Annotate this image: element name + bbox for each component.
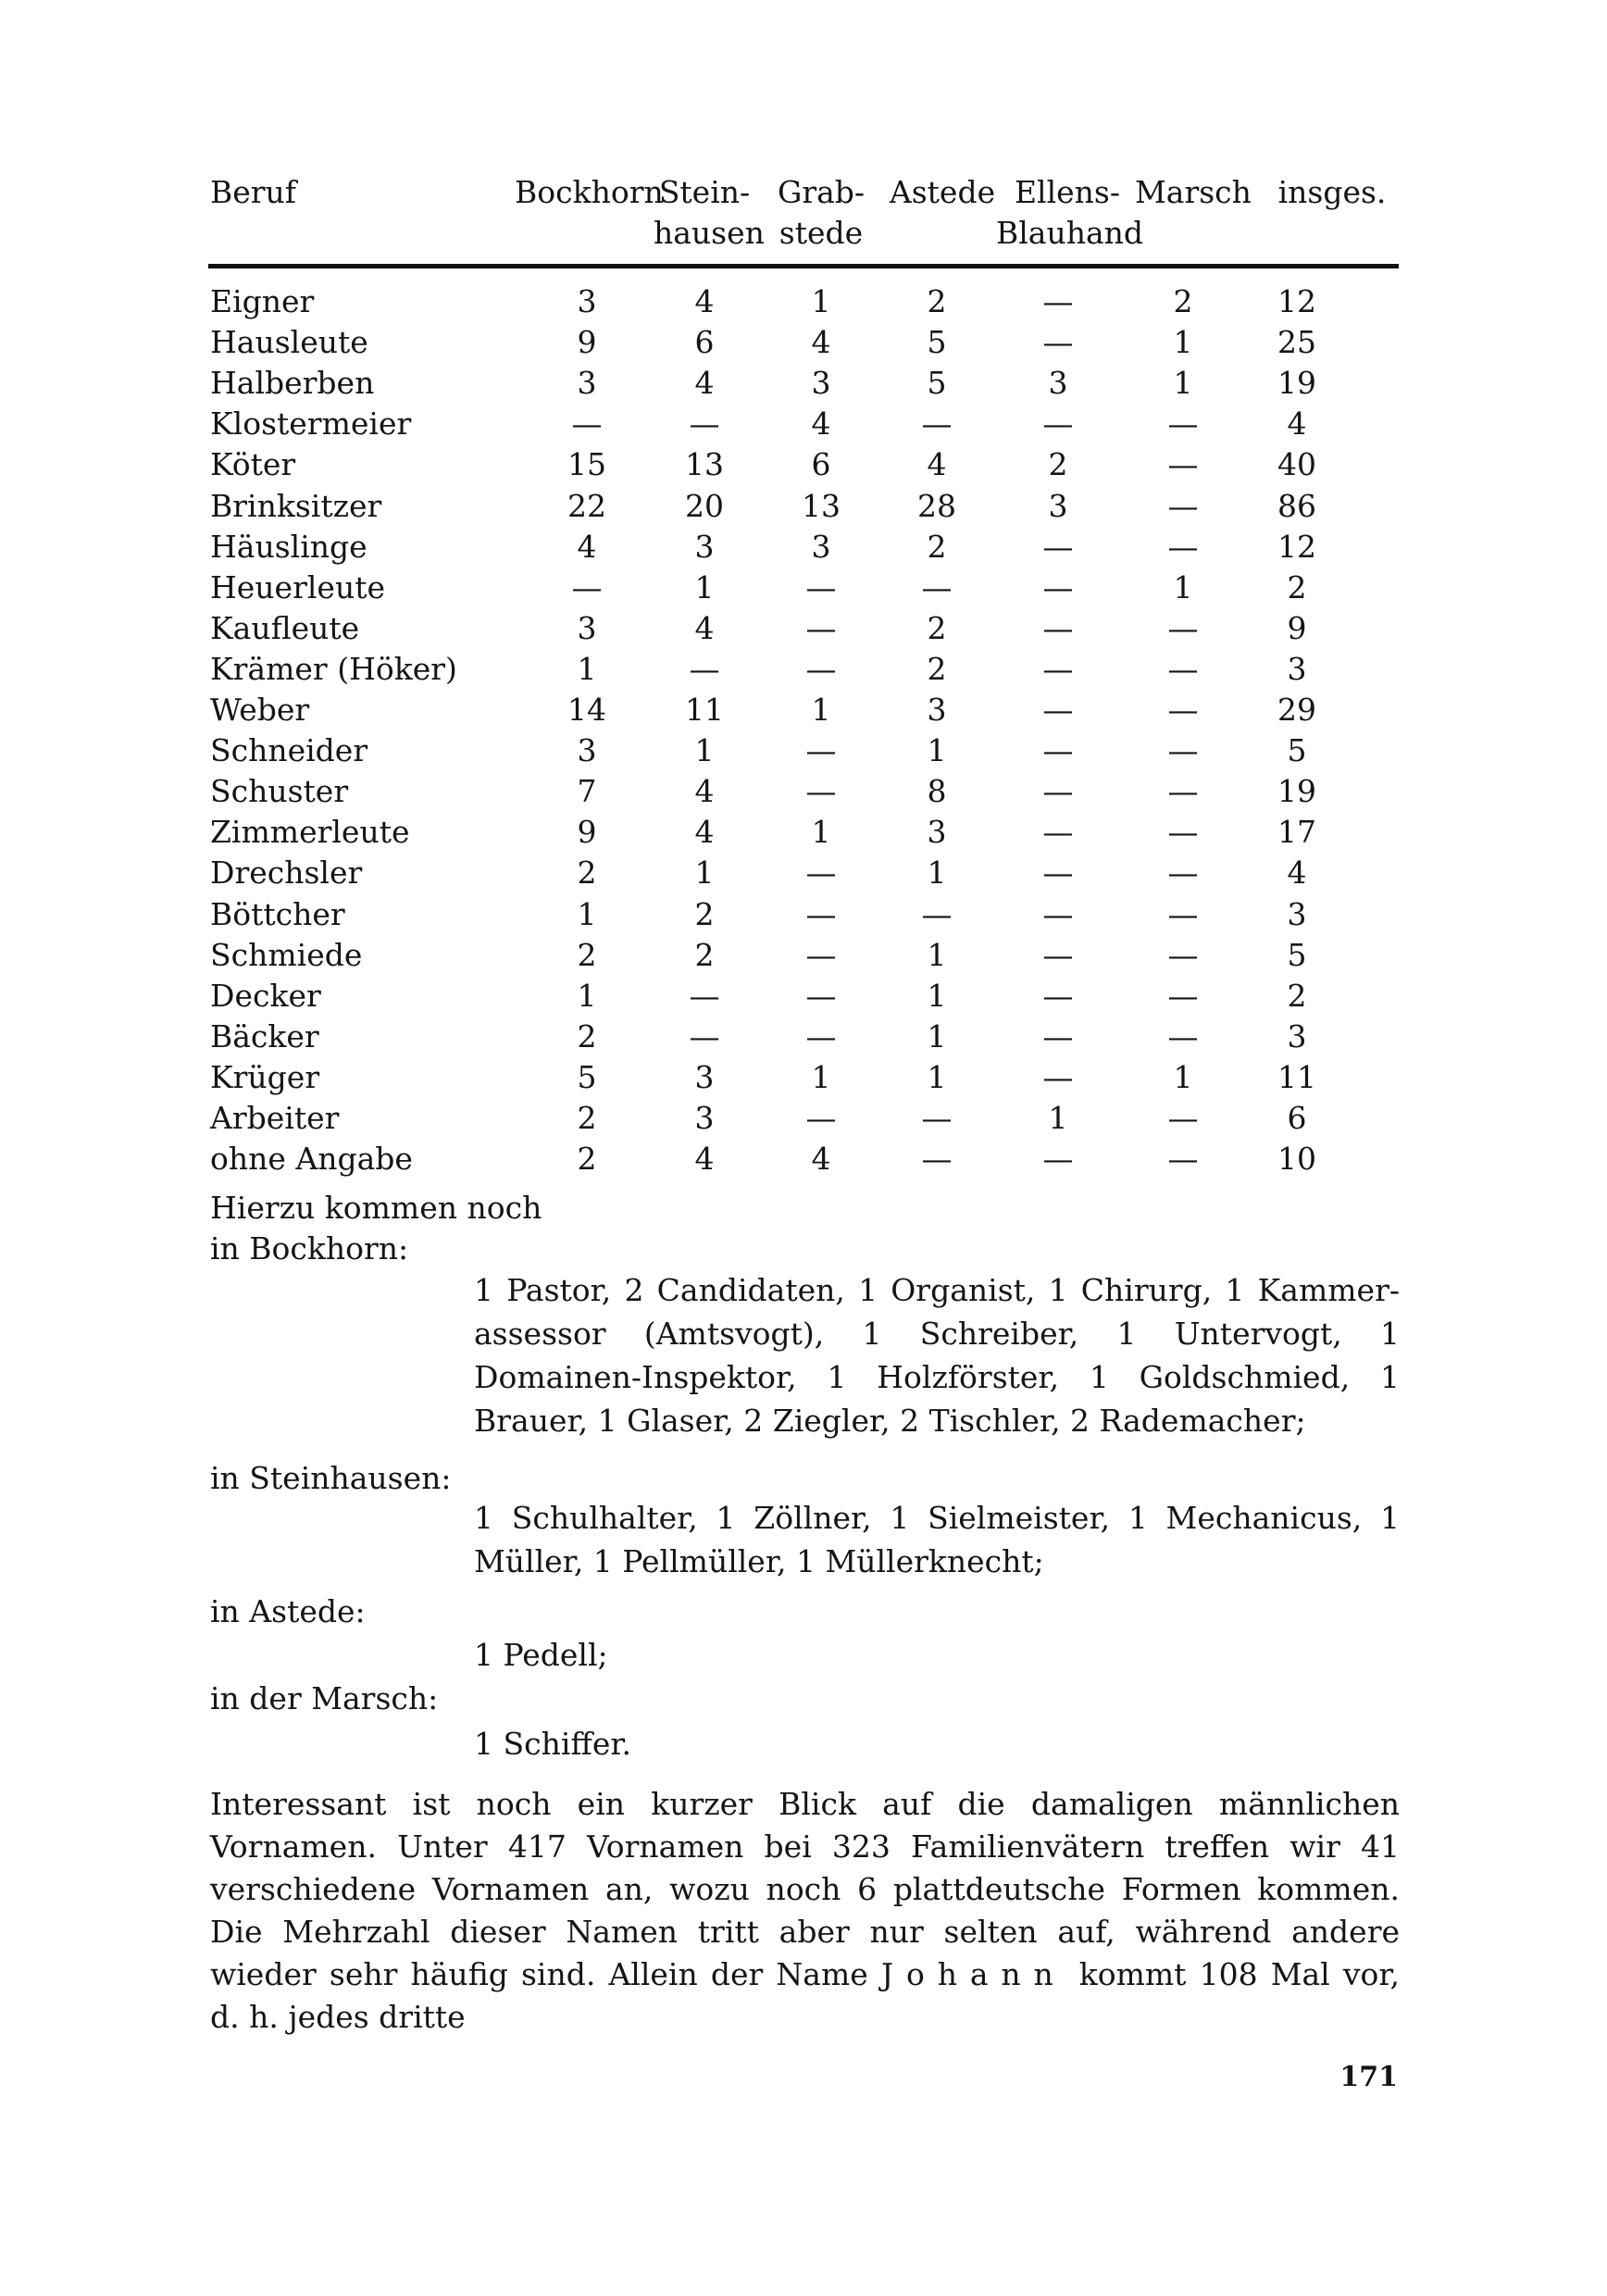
table-cell: 4: [811, 1141, 831, 1178]
table-cell: —: [1167, 773, 1199, 810]
table-cell: 2: [927, 283, 947, 319]
table-row: [0, 935, 1607, 976]
row-label: Klostermeier: [210, 406, 412, 443]
table-cell: —: [1167, 1100, 1199, 1136]
table-cell: 2: [1173, 283, 1193, 319]
table-cell: 12: [1277, 283, 1316, 319]
table-cell: —: [1042, 936, 1074, 973]
table-cell: 9: [577, 814, 597, 851]
table-cell: —: [805, 568, 837, 605]
header-steinhausen: Stein- hausen: [654, 174, 765, 251]
table-cell: —: [805, 977, 837, 1014]
row-label: Häuslinge: [210, 528, 367, 565]
table-cell: 3: [1287, 1017, 1307, 1054]
table-cell: 2: [927, 609, 947, 646]
table-cell: —: [1042, 406, 1074, 443]
table-cell: 13: [802, 487, 841, 524]
table-cell: —: [805, 1100, 837, 1136]
table-cell: 29: [1277, 692, 1316, 728]
paragraph-text-part2: kommt 108 Mal vor, d. h. jedes dritte: [210, 1956, 1400, 2035]
table-cell: 9: [1287, 609, 1307, 646]
table-cell: 1: [577, 895, 597, 932]
table-cell: 5: [1287, 732, 1307, 769]
row-label: Schmiede: [210, 936, 363, 973]
table-cell: 11: [1277, 1058, 1316, 1095]
table-cell: 1: [577, 650, 597, 687]
table-row: [0, 608, 1607, 649]
table-cell: —: [1042, 1058, 1074, 1095]
table-row: [0, 976, 1607, 1017]
table-cell: —: [921, 1141, 953, 1178]
table-cell: —: [1042, 650, 1074, 687]
table-cell: 3: [694, 528, 715, 565]
table-row: [0, 486, 1607, 527]
table-cell: —: [1167, 609, 1199, 646]
header-rule: [208, 264, 1399, 268]
row-label: Halberben: [210, 365, 375, 402]
table-cell: —: [921, 568, 953, 605]
table-row: [0, 812, 1607, 853]
table-cell: —: [805, 732, 837, 769]
place-label-astede: in Astede:: [210, 1593, 366, 1629]
table-cell: —: [1042, 1141, 1074, 1178]
table-cell: —: [1042, 609, 1074, 646]
table-cell: 4: [694, 814, 715, 851]
table-cell: 3: [1048, 487, 1068, 524]
row-label: Schuster: [210, 773, 349, 810]
table-cell: 22: [567, 487, 606, 524]
row-label: Arbeiter: [210, 1100, 340, 1136]
table-cell: 3: [1287, 650, 1307, 687]
place-label-steinhausen: in Steinhausen:: [210, 1460, 452, 1496]
table-cell: 4: [1287, 855, 1307, 892]
table-cell: —: [689, 1017, 720, 1054]
table-cell: 4: [811, 324, 831, 361]
table-row: [0, 444, 1607, 485]
table-row: [0, 1098, 1607, 1139]
table-cell: —: [1042, 283, 1074, 319]
table-cell: 2: [577, 936, 597, 973]
table-cell: 3: [577, 283, 597, 319]
table-cell: —: [805, 650, 837, 687]
table-cell: 86: [1277, 487, 1316, 524]
table-cell: 3: [577, 732, 597, 769]
table-row: [0, 1017, 1607, 1057]
table-cell: 1: [927, 977, 947, 1014]
table-cell: 2: [577, 1100, 597, 1136]
table-row: [0, 1139, 1607, 1179]
table-cell: —: [689, 977, 720, 1014]
table-row: [0, 363, 1607, 404]
table-row: [0, 649, 1607, 690]
table-cell: 4: [927, 446, 947, 483]
table-cell: 4: [811, 406, 831, 443]
place-list-marsch: 1 Schiffer.: [474, 1726, 631, 1762]
row-label: Bäcker: [210, 1017, 319, 1054]
table-cell: 1: [927, 1058, 947, 1095]
row-label: Decker: [210, 977, 321, 1014]
table-cell: —: [1042, 1017, 1074, 1054]
table-cell: —: [1167, 895, 1199, 932]
table-cell: 1: [1173, 568, 1193, 605]
table-cell: 1: [811, 1058, 831, 1095]
row-label: Köter: [210, 446, 296, 483]
row-label: Drechsler: [210, 855, 363, 892]
table-cell: 2: [577, 1141, 597, 1178]
table-cell: 14: [567, 692, 606, 728]
place-list-bockhorn: 1 Pastor, 2 Candidaten, 1 Organist, 1 Chirurg, 1 Kammer-assessor (Amtsvogt), 1 Schreiber, 1 Untervogt, 1 Domainen-Inspektor, 1 Holzförster, 1 Goldschmied, 1 Brauer, 1 Glaser, 2 Ziegler, 2 Tischler, 2 Rademacher;: [474, 1272, 1400, 1439]
place-list-steinhausen: 1 Schulhalter, 1 Zöllner, 1 Sielmeister, 1 Mechanicus, 1 Müller, 1 Pellmüller, 1 Müllerknecht;: [474, 1500, 1400, 1579]
table-cell: —: [1042, 895, 1074, 932]
table-cell: —: [805, 773, 837, 810]
row-label: Brinksitzer: [210, 487, 382, 524]
row-label: Eigner: [210, 283, 315, 319]
header-bockhorn: Bockhorn: [515, 174, 664, 210]
table-cell: 2: [1287, 568, 1307, 605]
paragraph-text-part1: Interessant ist noch ein kurzer Blick auf die damaligen männlichen Vornamen. Unter 417 Vornamen bei 323 Familienvätern treffen wir 41 verschiedene Vornamen an, wozu noch 6 plattdeutsche Formen kommen. Die Mehrzahl dieser Namen tritt aber nur selten auf, während andere wieder sehr häufig sind. Allein der Name: [210, 1786, 1400, 1992]
table-cell: 1: [1173, 324, 1193, 361]
table-cell: —: [1167, 406, 1199, 443]
table-cell: 1: [694, 568, 715, 605]
row-label: Hausleute: [210, 324, 368, 361]
table-cell: —: [1042, 568, 1074, 605]
table-cell: 2: [927, 528, 947, 565]
table-cell: —: [1167, 1141, 1199, 1178]
table-cell: 2: [927, 650, 947, 687]
table-cell: —: [1167, 977, 1199, 1014]
table-cell: 7: [577, 773, 597, 810]
table-cell: 1: [577, 977, 597, 1014]
header-marsch: Marsch: [1135, 174, 1252, 210]
table-row: [0, 690, 1607, 730]
table-cell: 1: [811, 692, 831, 728]
table-cell: 3: [811, 528, 831, 565]
table-cell: —: [805, 936, 837, 973]
table-cell: —: [1167, 732, 1199, 769]
table-cell: —: [571, 406, 603, 443]
table-row: [0, 1057, 1607, 1098]
header-grabstede: Grab- stede: [777, 174, 866, 251]
table-cell: 3: [577, 609, 597, 646]
header-beruf: Beruf: [210, 174, 297, 210]
table-cell: 1: [811, 814, 831, 851]
table-row: [0, 322, 1607, 363]
row-label: Heuerleute: [210, 568, 385, 605]
row-label: Kaufleute: [210, 609, 360, 646]
table-cell: —: [689, 650, 720, 687]
table-cell: —: [1167, 650, 1199, 687]
table-cell: 2: [1287, 977, 1307, 1014]
row-label: Schneider: [210, 732, 368, 769]
header-insgesamt: insges.: [1277, 174, 1387, 210]
table-cell: 25: [1277, 324, 1316, 361]
table-cell: 10: [1277, 1141, 1316, 1178]
table-row: [0, 771, 1607, 812]
table-cell: —: [1167, 1017, 1199, 1054]
table-cell: 6: [1287, 1100, 1307, 1136]
table-cell: —: [1042, 814, 1074, 851]
table-cell: —: [1167, 936, 1199, 973]
table-cell: 4: [577, 528, 597, 565]
table-row: [0, 404, 1607, 444]
table-cell: 5: [1287, 936, 1307, 973]
table-cell: 19: [1277, 365, 1316, 402]
table-cell: 4: [694, 365, 715, 402]
header-ellens-blauhand: Ellens- Blauhand: [996, 174, 1144, 251]
table-cell: —: [805, 1017, 837, 1054]
table-cell: 17: [1277, 814, 1316, 851]
place-label-marsch: in der Marsch:: [210, 1680, 439, 1716]
table-cell: —: [1167, 855, 1199, 892]
table-cell: 2: [577, 855, 597, 892]
table-cell: 3: [927, 692, 947, 728]
table-cell: —: [805, 855, 837, 892]
row-label: Krüger: [210, 1058, 320, 1095]
table-cell: —: [921, 1100, 953, 1136]
place-list-astede: 1 Pedell;: [474, 1637, 608, 1673]
table-cell: 20: [685, 487, 724, 524]
place-label-bockhorn: in Bockhorn:: [210, 1230, 409, 1267]
table-row: [0, 853, 1607, 893]
table-cell: 1: [927, 936, 947, 973]
table-cell: 8: [927, 773, 947, 810]
table-cell: 28: [917, 487, 956, 524]
table-cell: 1: [927, 732, 947, 769]
table-row: [0, 527, 1607, 568]
table-row: [0, 730, 1607, 771]
table-cell: —: [1042, 977, 1074, 1014]
table-cell: 19: [1277, 773, 1316, 810]
table-cell: 4: [1287, 406, 1307, 443]
table-cell: 1: [927, 1017, 947, 1054]
row-label: Weber: [210, 692, 310, 728]
table-cell: —: [689, 406, 720, 443]
header-astede: Astede: [889, 174, 996, 210]
table-cell: 4: [694, 773, 715, 810]
table-row: [0, 894, 1607, 935]
additions-intro: Hierzu kommen noch: [210, 1190, 542, 1226]
table-cell: 12: [1277, 528, 1316, 565]
table-row: [0, 281, 1607, 322]
table-cell: 2: [694, 936, 715, 973]
table-cell: —: [1042, 528, 1074, 565]
table-cell: 2: [694, 895, 715, 932]
table-cell: 1: [1173, 1058, 1193, 1095]
table-cell: 1: [694, 732, 715, 769]
table-cell: —: [1167, 528, 1199, 565]
row-label: ohne Angabe: [210, 1141, 413, 1178]
table-cell: —: [805, 609, 837, 646]
table-cell: 4: [694, 609, 715, 646]
table-cell: 11: [685, 692, 724, 728]
table-cell: —: [1042, 773, 1074, 810]
table-cell: 3: [1287, 895, 1307, 932]
table-cell: 15: [567, 446, 606, 483]
table-cell: 6: [811, 446, 831, 483]
table-cell: 6: [694, 324, 715, 361]
table-cell: 1: [694, 855, 715, 892]
row-label: Krämer (Höker): [210, 650, 457, 687]
table-cell: —: [1042, 324, 1074, 361]
table-cell: 5: [927, 324, 947, 361]
table-cell: 3: [1048, 365, 1068, 402]
table-cell: 3: [577, 365, 597, 402]
table-cell: —: [1042, 732, 1074, 769]
table-cell: —: [1167, 487, 1199, 524]
table-cell: 40: [1277, 446, 1316, 483]
table-cell: 5: [927, 365, 947, 402]
table-cell: —: [1167, 692, 1199, 728]
table-cell: 5: [577, 1058, 597, 1095]
table-cell: 1: [1048, 1100, 1068, 1136]
table-cell: —: [1042, 692, 1074, 728]
row-label: Böttcher: [210, 895, 345, 932]
table-cell: —: [921, 895, 953, 932]
row-label: Zimmerleute: [210, 814, 410, 851]
table-cell: —: [571, 568, 603, 605]
table-cell: 1: [811, 283, 831, 319]
table-cell: 3: [927, 814, 947, 851]
table-row: [0, 568, 1607, 608]
table-cell: —: [921, 406, 953, 443]
table-cell: —: [1167, 814, 1199, 851]
table-cell: 1: [927, 855, 947, 892]
table-cell: 1: [1173, 365, 1193, 402]
table-cell: 4: [694, 1141, 715, 1178]
table-cell: —: [1167, 446, 1199, 483]
paragraph-emphasis: Johann: [880, 1956, 1066, 1992]
body-paragraph: [210, 1783, 1400, 2039]
table-cell: 2: [577, 1017, 597, 1054]
page-number: 171: [1339, 2061, 1398, 2093]
table-cell: —: [1042, 855, 1074, 892]
table-cell: 9: [577, 324, 597, 361]
table-cell: 2: [1048, 446, 1068, 483]
table-cell: 3: [694, 1100, 715, 1136]
table-cell: 4: [694, 283, 715, 319]
table-cell: 3: [694, 1058, 715, 1095]
table-cell: 3: [811, 365, 831, 402]
table-cell: —: [805, 895, 837, 932]
table-cell: 13: [685, 446, 724, 483]
